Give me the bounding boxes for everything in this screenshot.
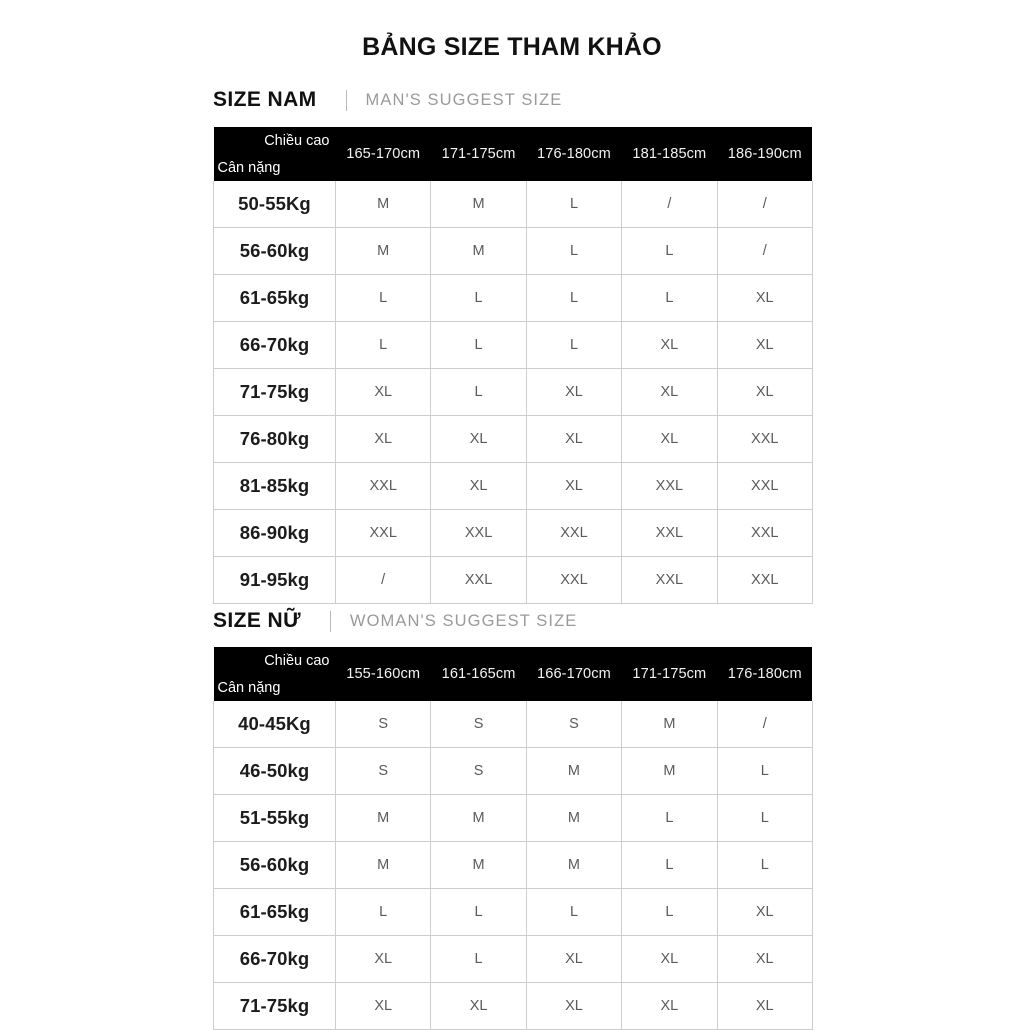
corner-weight-label: Cân nặng: [217, 680, 281, 696]
size-value: XXL: [622, 463, 717, 510]
size-value: /: [336, 557, 431, 604]
table-row: [214, 701, 813, 748]
column-header-height: 186-190cm: [717, 127, 812, 181]
size-value: M: [336, 795, 431, 842]
size-value: S: [431, 701, 526, 748]
size-value: M: [526, 842, 621, 889]
size-value: XXL: [717, 463, 812, 510]
section-divider-women: [330, 611, 331, 632]
column-header-height: 181-185cm: [622, 127, 717, 181]
size-value: L: [431, 275, 526, 322]
size-value: XL: [526, 416, 621, 463]
section-title-men: SIZE NAM: [213, 88, 317, 111]
size-value: XL: [336, 936, 431, 983]
weight-label: 40-45Kg: [214, 701, 336, 748]
size-value: S: [336, 748, 431, 795]
size-value: XL: [526, 983, 621, 1030]
size-value: M: [431, 795, 526, 842]
column-header-height: 165-170cm: [336, 127, 431, 181]
weight-label: 61-65kg: [214, 275, 336, 322]
weight-label: 61-65kg: [214, 889, 336, 936]
size-value: L: [526, 275, 621, 322]
corner-weight-label: Cân nặng: [217, 160, 281, 176]
table-row: [214, 510, 813, 557]
column-header-height: 155-160cm: [336, 647, 431, 701]
size-value: XL: [622, 322, 717, 369]
weight-label: 71-75kg: [214, 983, 336, 1030]
size-value: M: [336, 842, 431, 889]
table-header-row-men: [214, 127, 813, 181]
size-value: XL: [717, 322, 812, 369]
table-row: [214, 463, 813, 510]
size-value: XXL: [622, 557, 717, 604]
size-value: XXL: [622, 510, 717, 557]
column-header-height: 166-170cm: [526, 647, 621, 701]
size-value: L: [431, 369, 526, 416]
size-value: XL: [622, 936, 717, 983]
section-title-women: SIZE NỮ: [213, 609, 301, 632]
weight-label: 81-85kg: [214, 463, 336, 510]
corner-header-women: [214, 647, 336, 701]
size-value: L: [622, 228, 717, 275]
size-value: XXL: [717, 510, 812, 557]
size-table-men: [213, 127, 813, 604]
size-value: /: [717, 228, 812, 275]
size-value: M: [431, 842, 526, 889]
table-row: [214, 983, 813, 1030]
size-value: L: [431, 322, 526, 369]
table-row: [214, 322, 813, 369]
section-subtitle-women: WOMAN'S SUGGEST SIZE: [349, 611, 578, 630]
size-value: XL: [622, 416, 717, 463]
size-value: S: [431, 748, 526, 795]
weight-label: 71-75kg: [214, 369, 336, 416]
size-value: XL: [431, 983, 526, 1030]
size-value: L: [431, 889, 526, 936]
table-row: [214, 181, 813, 228]
size-value: M: [526, 748, 621, 795]
size-value: XL: [622, 983, 717, 1030]
size-table-women: [213, 647, 813, 1030]
size-value: L: [431, 936, 526, 983]
size-value: XXL: [431, 510, 526, 557]
size-value: L: [622, 842, 717, 889]
size-value: XXL: [717, 416, 812, 463]
size-value: XL: [431, 463, 526, 510]
size-value: XXL: [336, 510, 431, 557]
size-value: XL: [717, 369, 812, 416]
weight-label: 56-60kg: [214, 842, 336, 889]
column-header-height: 171-175cm: [622, 647, 717, 701]
size-value: M: [622, 748, 717, 795]
size-value: S: [336, 701, 431, 748]
size-value: L: [622, 275, 717, 322]
corner-header-men: [214, 127, 336, 181]
corner-height-label: Chiều cao: [264, 133, 330, 149]
size-value: M: [622, 701, 717, 748]
size-value: M: [431, 181, 526, 228]
table-row: [214, 228, 813, 275]
table-row: [214, 889, 813, 936]
size-value: L: [622, 889, 717, 936]
section-heading-women: [213, 608, 577, 634]
table-row: [214, 369, 813, 416]
weight-label: 56-60kg: [214, 228, 336, 275]
size-value: XXL: [526, 557, 621, 604]
size-value: XL: [336, 416, 431, 463]
size-value: XL: [431, 416, 526, 463]
size-value: XXL: [431, 557, 526, 604]
section-heading-men: [213, 87, 562, 113]
size-value: XXL: [717, 557, 812, 604]
size-value: XL: [336, 983, 431, 1030]
table-row: [214, 795, 813, 842]
size-value: XL: [526, 369, 621, 416]
size-value: XXL: [336, 463, 431, 510]
table-row: [214, 275, 813, 322]
table-row: [214, 416, 813, 463]
table-row: [214, 842, 813, 889]
size-value: M: [336, 181, 431, 228]
weight-label: 76-80kg: [214, 416, 336, 463]
page-title: BẢNG SIZE THAM KHẢO: [362, 33, 662, 61]
weight-label: 66-70kg: [214, 936, 336, 983]
column-header-height: 176-180cm: [526, 127, 621, 181]
size-value: XL: [526, 463, 621, 510]
corner-height-label: Chiều cao: [264, 653, 330, 669]
size-value: L: [336, 275, 431, 322]
size-value: L: [526, 228, 621, 275]
size-value: L: [526, 181, 621, 228]
size-value: XL: [336, 369, 431, 416]
size-value: L: [717, 842, 812, 889]
size-value: XL: [717, 983, 812, 1030]
size-value: M: [431, 228, 526, 275]
size-value: XL: [526, 936, 621, 983]
section-divider-men: [346, 90, 347, 111]
weight-label: 50-55Kg: [214, 181, 336, 228]
weight-label: 86-90kg: [214, 510, 336, 557]
size-value: L: [717, 748, 812, 795]
size-value: L: [336, 889, 431, 936]
section-subtitle-men: MAN'S SUGGEST SIZE: [365, 90, 563, 109]
size-value: /: [717, 701, 812, 748]
weight-label: 51-55kg: [214, 795, 336, 842]
size-value: L: [336, 322, 431, 369]
weight-label: 46-50kg: [214, 748, 336, 795]
column-header-height: 161-165cm: [431, 647, 526, 701]
table-row: [214, 748, 813, 795]
size-value: L: [526, 889, 621, 936]
size-value: M: [526, 795, 621, 842]
weight-label: 91-95kg: [214, 557, 336, 604]
size-value: L: [717, 795, 812, 842]
size-value: /: [622, 181, 717, 228]
size-value: L: [526, 322, 621, 369]
size-value: XL: [717, 889, 812, 936]
table-header-row-women: [214, 647, 813, 701]
size-value: XL: [717, 936, 812, 983]
weight-label: 66-70kg: [214, 322, 336, 369]
table-row: [214, 557, 813, 604]
column-header-height: 171-175cm: [431, 127, 526, 181]
size-value: XXL: [526, 510, 621, 557]
size-value: L: [622, 795, 717, 842]
size-value: XL: [622, 369, 717, 416]
size-value: /: [717, 181, 812, 228]
size-value: M: [336, 228, 431, 275]
size-value: XL: [717, 275, 812, 322]
size-value: S: [526, 701, 621, 748]
table-row: [214, 936, 813, 983]
column-header-height: 176-180cm: [717, 647, 812, 701]
